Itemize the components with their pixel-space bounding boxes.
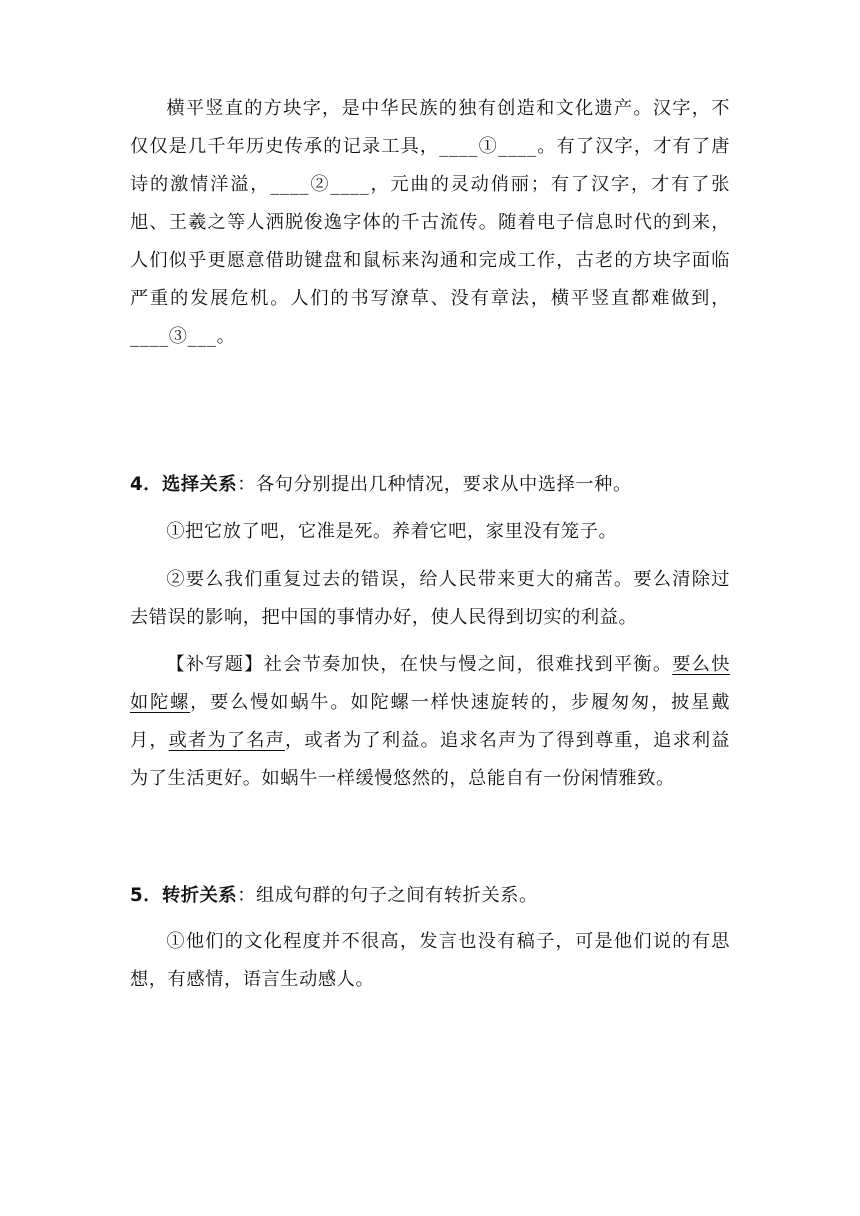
paragraph-text: ，元曲的灵动俏丽；有了汉字，才有了张旭、王羲之等人洒脱俊逸字体的千古流传。随着电子信息时代的到来，人们似乎更愿意借助键盘和鼠标来沟通和完成工作，古老的方块字面临严重的发展危机。人们的书写潦草、没有章法，横平竖直都难做到， <box>130 174 730 309</box>
section-5-description: ：组成句群的句子之间有转折关系。 <box>237 885 538 906</box>
paragraph-text: 横平竖直的方块字，是中华民族的独有创造和文化遗产。汉字，不仅仅是几千年历史传承的记录工具， <box>130 98 730 157</box>
section-5-example-1: ①他们的文化程度并不很高，发言也没有稿子，可是他们说的有思想，有感情，语言生动感人。 <box>130 931 730 990</box>
section-4-description: ：各句分别提出几种情况，要求从中选择一种。 <box>237 474 632 495</box>
underlined-phrase-1: 要么快如陀螺 <box>130 654 730 713</box>
section-4-example-2: ②要么我们重复过去的错误，给人民带来更大的痛苦。要么清除过去错误的影响，把中国的事情办好，使人民得到切实的利益。 <box>130 569 730 628</box>
section-4-example-1: ①把它放了吧，它准是死。养着它吧，家里没有笼子。 <box>166 521 618 542</box>
blank-1: ____①____ <box>439 136 537 157</box>
underlined-phrase-2: 或者为了名声 <box>168 730 285 751</box>
exercise-label: 【补写题】 <box>166 654 264 675</box>
exercise-text: ，要么慢如蜗牛。如陀螺一样快速旋转的，步履匆匆，披星戴月， <box>130 692 730 751</box>
section-5-number: 5． <box>130 885 163 906</box>
section-5-heading: 转折关系 <box>162 885 238 906</box>
section-4-exercise <box>130 646 730 798</box>
blank-3: ____③___ <box>130 326 217 347</box>
blank-2: ____②____ <box>270 174 370 195</box>
section-4-heading: 选择关系 <box>162 474 238 495</box>
section-5-title <box>130 877 730 915</box>
paragraph-text: 。有了汉字，才有了唐诗的激情洋溢， <box>130 136 730 195</box>
exercise-text: ，或者为了利益。追求名声为了得到尊重，追求利益为了生活更好。如蜗牛一样缓慢悠然的，总能自有一份闲情雅致。 <box>130 730 730 789</box>
exercise-text: 社会节奏加快，在快与慢之间，很难找到平衡。 <box>263 654 673 675</box>
paragraph-text: 。 <box>216 326 236 347</box>
intro-paragraph <box>130 90 730 356</box>
section-4-number: 4． <box>130 474 163 495</box>
section-4-title <box>130 466 730 504</box>
